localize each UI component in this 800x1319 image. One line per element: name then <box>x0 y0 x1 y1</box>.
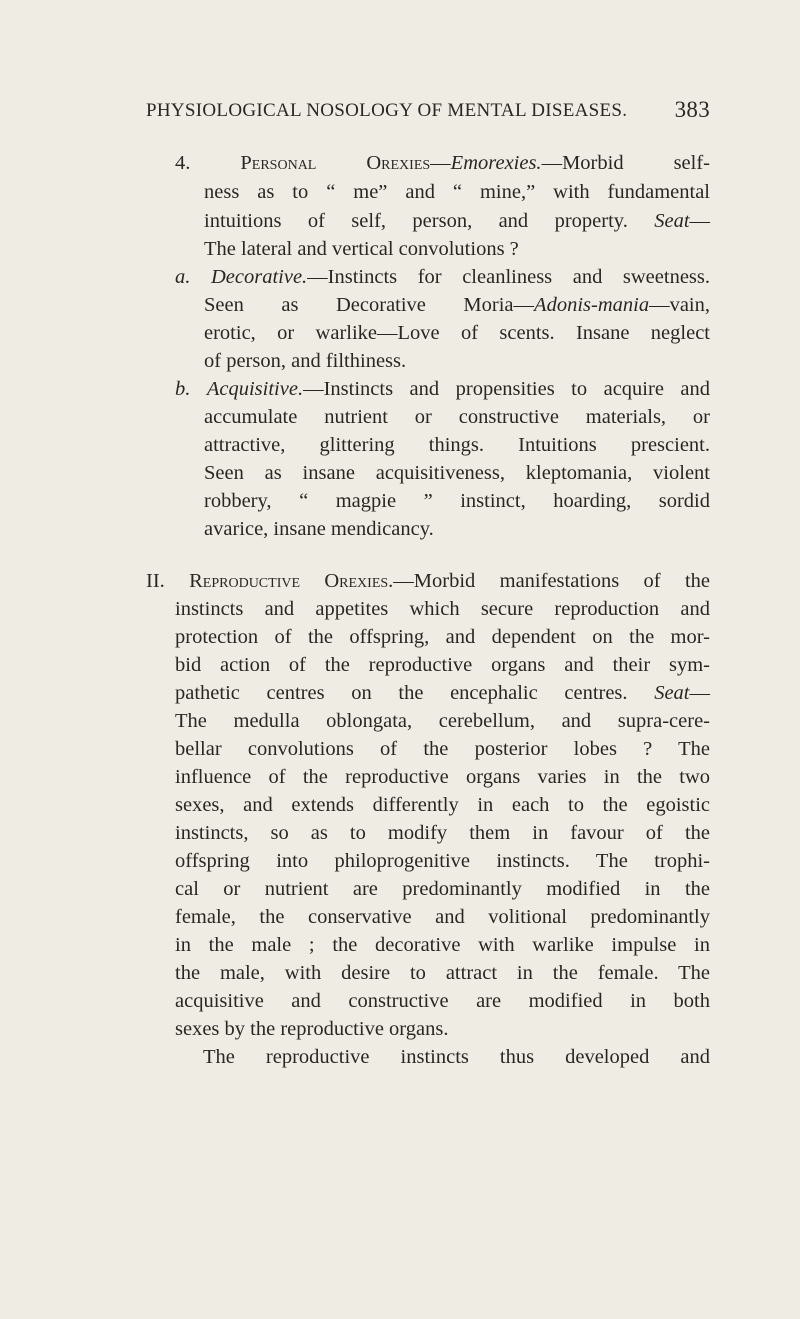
section-II-line-2: instincts and appetites which secure reproduction and <box>175 598 710 620</box>
section-4-alt-name: Emorexies. <box>450 152 542 174</box>
section-II-line-5: pathetic centres on the encephalic centres. Seat— <box>175 682 710 704</box>
section-II-line-3: protection of the offspring, and dependent on the mor- <box>175 626 710 648</box>
item-b-line-4: Seen as insane acquisitiveness, kleptomania, violent <box>204 462 710 484</box>
section-4-line-1: 4. Personal Orexies—Emorexies.—Morbid self- <box>175 152 710 174</box>
section-II-line-17: sexes by the reproductive organs. <box>175 1018 449 1040</box>
seat-label: Seat <box>654 210 690 232</box>
item-b-line-6: avarice, insane mendicancy. <box>204 518 434 540</box>
section-II-line-4: bid action of the reproductive organs and their sym- <box>175 654 710 676</box>
section-II-line-16: acquisitive and constructive are modified in both <box>175 990 710 1012</box>
section-II-line-1: II. Reproductive Orexies.—Morbid manifestations of the <box>146 570 710 592</box>
section-II-line-14: in the male ; the decorative with warlike impulse in <box>175 934 710 956</box>
section-II-line-13: female, the conservative and volitional predominantly <box>175 906 710 928</box>
running-title: PHYSIOLOGICAL NOSOLOGY OF MENTAL DISEASES. <box>146 100 628 121</box>
section-II-line-12: cal or nutrient are predominantly modified in the <box>175 878 710 900</box>
item-a-line-4: of person, and filthiness. <box>204 350 407 372</box>
running-header <box>146 97 710 122</box>
section-II-heading: Reproductive Orexies. <box>189 570 394 592</box>
section-II-line-9: sexes, and extends differently in each to the egoistic <box>175 794 710 816</box>
item-b-line-1: b. Acquisitive.—Instincts and propensities to acquire and <box>175 378 710 400</box>
section-4-line-3: intuitions of self, person, and property. Seat— <box>204 210 711 232</box>
section-4-heading: Personal Orexies <box>240 152 431 174</box>
section-4-line-4: The lateral and vertical convolutions ? <box>204 238 519 260</box>
item-a-line-1: a. Decorative.—Instincts for cleanliness and sweetness. <box>175 266 711 288</box>
item-a-label: a. <box>175 266 191 288</box>
item-b-line-3: attractive, glittering things. Intuitions prescient. <box>204 434 710 456</box>
section-II-line-6: The medulla oblongata, cerebellum, and supra-cere- <box>175 710 710 732</box>
section-4-number: 4. <box>175 152 191 174</box>
item-a-line-3: erotic, or warlike—Love of scents. Insane neglect <box>204 322 710 344</box>
section-II-line-10: instincts, so as to modify them in favour of the <box>175 822 710 844</box>
section-4-line-2: ness as to “ me” and “ mine,” with fundamental <box>204 181 710 203</box>
page-number: 383 <box>674 97 710 122</box>
section-II-line-11: offspring into philoprogenitive instincts. The trophi- <box>175 850 710 872</box>
item-a-title: Decorative. <box>210 266 308 288</box>
section-II-line-15: the male, with desire to attract in the female. The <box>175 962 710 984</box>
section-II-line-8: influence of the reproductive organs varies in the two <box>175 766 710 788</box>
item-b-title: Acquisitive. <box>206 378 304 400</box>
section-II-line-7: bellar convolutions of the posterior lobes ? The <box>175 738 710 760</box>
item-a-line-2: Seen as Decorative Moria—Adonis-mania—vain, <box>204 294 710 316</box>
section-II-line-18: The reproductive instincts thus developed and <box>203 1046 710 1068</box>
item-b-line-2: accumulate nutrient or constructive materials, or <box>204 406 710 428</box>
item-b-line-5: robbery, “ magpie ” instinct, hoarding, sordid <box>204 490 710 512</box>
seat-label-2: Seat <box>654 682 690 704</box>
item-b-label: b. <box>175 378 191 400</box>
section-II-number: II. <box>146 570 165 592</box>
